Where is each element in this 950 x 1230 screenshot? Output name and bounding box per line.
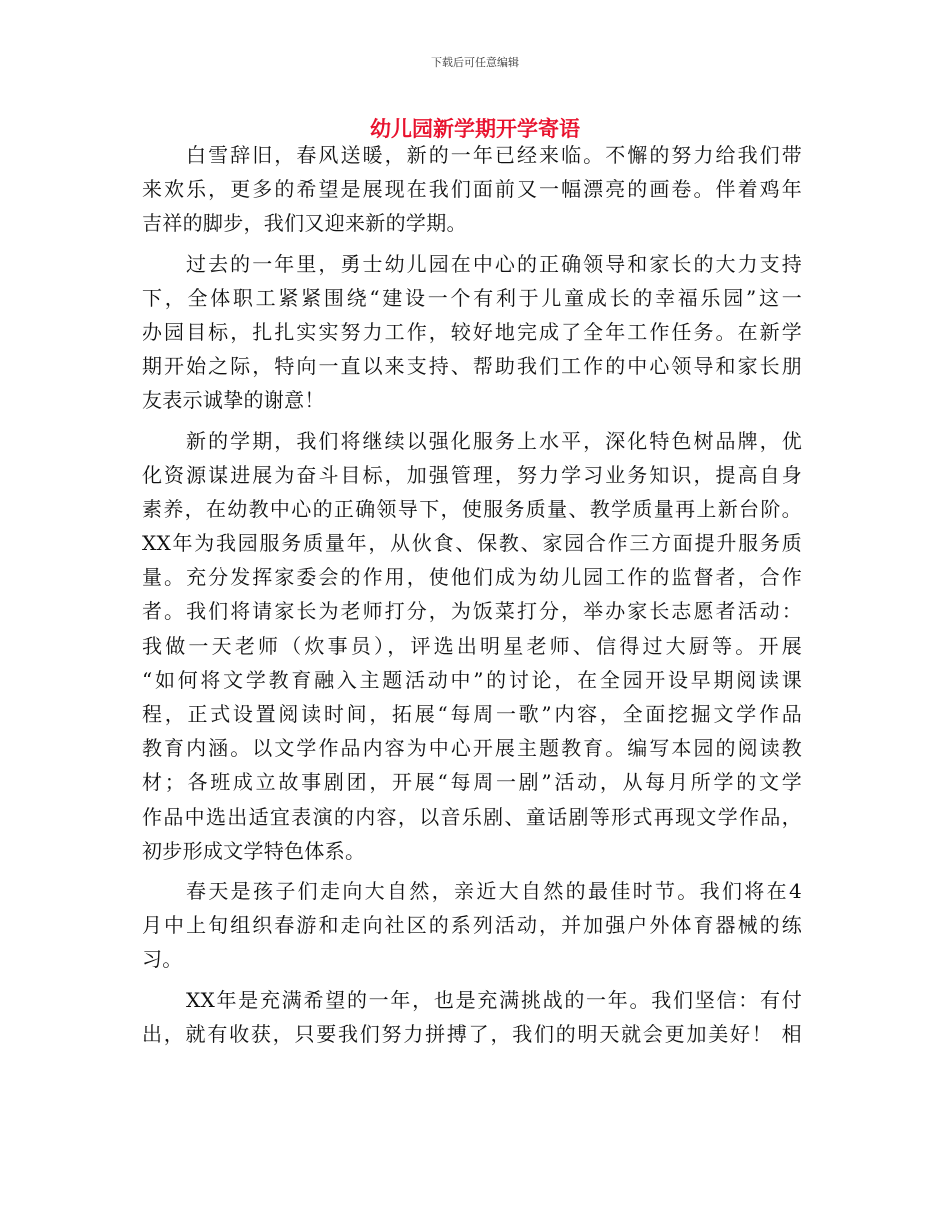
document-title: 幼儿园新学期开学寄语 xyxy=(370,116,580,141)
text-line: 月中上旬组织春游和走向社区的系列活动，并加强户外体育器械的练 xyxy=(142,913,802,938)
text-line: 化资源谋进展为奋斗目标，加强管理，努力学习业务知识，提高自身 xyxy=(142,462,802,487)
page-header: 下载后可任意编辑 xyxy=(431,56,519,69)
paragraph-1 xyxy=(142,138,802,241)
paragraph-4 xyxy=(142,874,802,977)
text-line: “如何将文学教育融入主题活动中”的讨论，在全园开设早期阅读课 xyxy=(142,667,802,692)
text-line: 素养，在幼教中心的正确领导下，使服务质量、教学质量再上新台阶。 xyxy=(142,496,802,521)
paragraph-2 xyxy=(142,247,802,418)
text-line: 期开始之际，特向一直以来支持、帮助我们工作的中心领导和家长朋 xyxy=(142,354,802,379)
text-line: 办园目标，扎扎实实努力工作，较好地完成了全年工作任务。在新学 xyxy=(142,319,802,344)
text-line: 程，正式设置阅读时间，拓展“每周一歌”内容，全面挖掘文学作品 xyxy=(142,702,802,726)
text-line: 新的学期，我们将继续以强化服务上水平，深化特色树品牌，优 xyxy=(186,428,802,453)
text-line: XX年为我园服务质量年，从伙食、保教、家园合作三方面提升服务质 xyxy=(142,531,802,556)
text-line: 来欢乐，更多的希望是展现在我们面前又一幅漂亮的画卷。伴着鸡年 xyxy=(142,177,802,202)
document-body xyxy=(142,138,802,1057)
text-line: 友表示诚挚的谢意！ xyxy=(142,388,325,413)
text-line: 出，就有收获，只要我们努力拼搏了，我们的明天就会更加美好！ 相 xyxy=(142,1021,802,1046)
text-line: 白雪辞旧，春风送暖，新的一年已经来临。不懈的努力给我们带 xyxy=(186,143,802,167)
text-line: 我做一天老师（炊事员），评选出明星老师、信得过大厨等。开展 xyxy=(142,633,802,658)
text-line: 初步形成文学特色体系。 xyxy=(142,838,366,863)
paragraph-3 xyxy=(142,424,802,868)
text-line: 量。充分发挥家委会的作用，使他们成为幼儿园工作的监督者，合作 xyxy=(142,565,802,590)
text-line: 下，全体职工紧紧围绕“建设一个有利于儿童成长的幸福乐园”这一 xyxy=(142,285,802,310)
text-line: 作品中选出适宜表演的内容，以音乐剧、童话剧等形式再现文学作品， xyxy=(142,804,802,829)
text-line: 春天是孩子们走向大自然，亲近大自然的最佳时节。我们将在4 xyxy=(186,878,802,903)
text-line: 教育内涵。以文学作品内容为中心开展主题教育。编写本园的阅读教 xyxy=(142,736,802,761)
paragraph-5 xyxy=(142,983,802,1051)
text-line: 习。 xyxy=(142,947,183,972)
text-line: 材；各班成立故事剧团，开展“每周一剧”活动，从每月所学的文学 xyxy=(142,770,802,795)
text-line: 吉祥的脚步，我们又迎来新的学期。 xyxy=(142,211,467,236)
text-line: XX年是充满希望的一年，也是充满挑战的一年。我们坚信：有付 xyxy=(186,987,802,1012)
text-line: 者。我们将请家长为老师打分，为饭菜打分，举办家长志愿者活动： xyxy=(142,599,802,624)
text-line: 过去的一年里，勇士幼儿园在中心的正确领导和家长的大力支持 xyxy=(186,251,802,276)
